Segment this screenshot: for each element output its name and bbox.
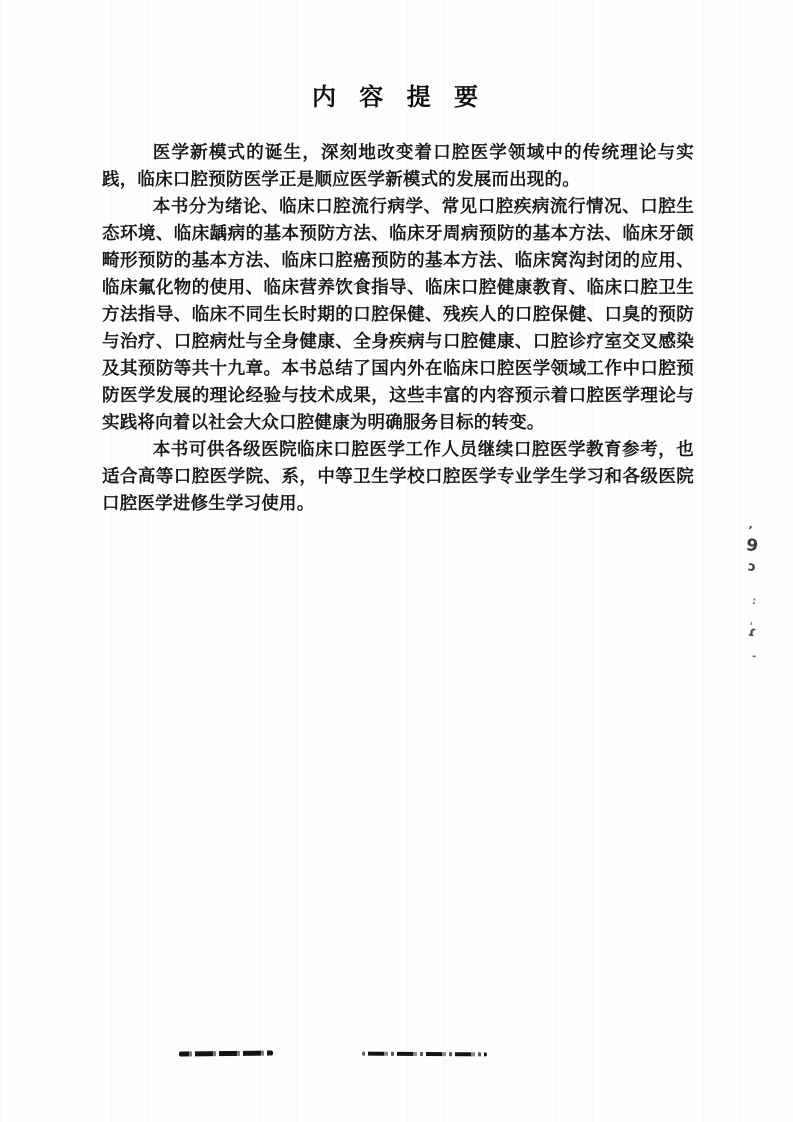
ink-smudge-mark bbox=[179, 1051, 273, 1057]
ink-smudge-mark bbox=[362, 1052, 487, 1057]
handwritten-mark: ɔ bbox=[746, 559, 757, 576]
paragraph-3: 本书可供各级医院临床口腔医学工作人员继续口腔医学教育参考，也适合高等口腔医学院、系，中等卫生学校口腔医学专业学生学习和各级医院口腔医学进修生学习使用。 bbox=[102, 440, 694, 514]
handwritten-mark: 9 bbox=[744, 535, 760, 557]
handwritten-mark: ɾ bbox=[746, 624, 757, 641]
handwritten-mark: ’ bbox=[747, 523, 754, 538]
handwritten-mark: : bbox=[751, 595, 757, 608]
handwritten-mark: ˌ bbox=[749, 613, 755, 628]
paragraph-1: 医学新模式的诞生，深刻地改变着口腔医学领域中的传统理论与实践，临床口腔预防医学正是顺应医学新模式的发展而出现的。 bbox=[102, 143, 694, 190]
page-title: 内 容 提 要 bbox=[311, 83, 482, 111]
paragraph-2: 本书分为绪论、临床口腔流行病学、常见口腔疾病流行情况、口腔生态环境、临床龋病的基本预防方法、临床牙周病预防的基本方法、临床牙颌畸形预防的基本方法、临床口腔癌预防的基本方法、临床窝沟封闭的应用、临床氟化物的使用、临床营养饮食指导、临床口腔健康教育、临床口腔卫生方法指导、临床不同生长时期的口腔保健、残疾人的口腔保健、口臭的预防与治疗、口腔病灶与全身健康、全身疾病与口腔健康、口腔诊疗室交叉感染及其预防等共十九章。本书总结了国内外在临床口腔医学领域工作中口腔预防医学发展的理论经验与技术成果，这些丰富的内容预示着口腔医学理论与实践将向着以社会大众口腔健康为明确服务目标的转变。 bbox=[102, 197, 694, 433]
handwritten-mark: - bbox=[751, 650, 758, 663]
abstract-body bbox=[102, 140, 694, 518]
